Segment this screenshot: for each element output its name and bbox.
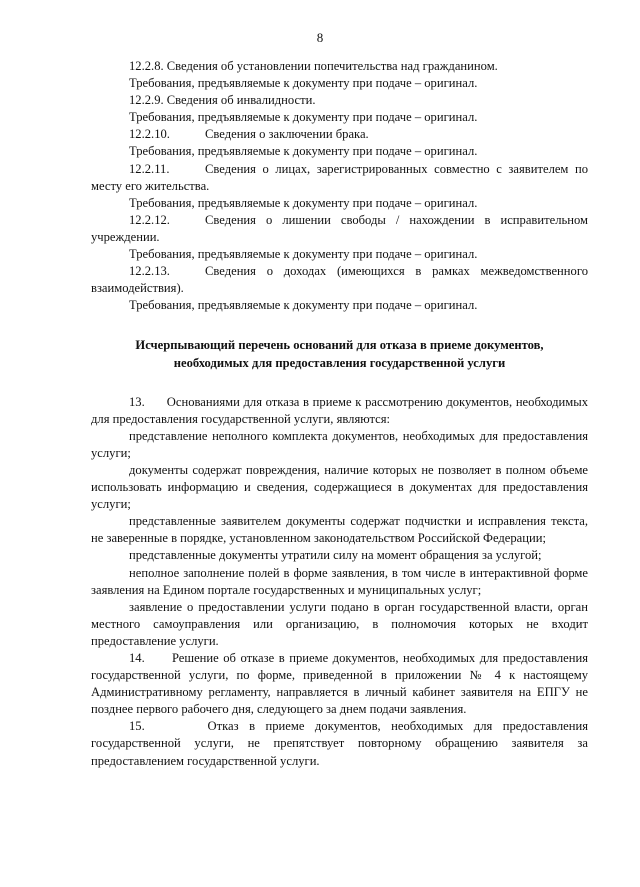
reason-item: неполное заполнение полей в форме заявления, в том числе в интерактивной форме заявления на Едином портале государственных и муниципальных услуг; [91, 565, 588, 597]
section-13-intro: 13. Основаниями для отказа в приеме к рассмотрению документов, необходимых для предоставления государственной услуги, являются: [91, 394, 592, 426]
item-text: Сведения о лишении свободы / нахождении в исправительном [205, 212, 588, 227]
heading-line-1: Исчерпывающий перечень оснований для отказа в приеме документов, [135, 338, 544, 353]
reason-item: документы содержат повреждения, наличие которых не позволяет в полном объеме использовать информацию и сведения, содержащиеся в документах для предоставления услуги; [91, 462, 588, 512]
item-number: 12.2.12. [129, 212, 170, 227]
item-12-2-12 [91, 212, 588, 229]
item-12-2-10 [91, 126, 588, 143]
item-text: Сведения о заключении брака. [205, 127, 369, 142]
reason-item: представленные заявителем документы содержат подчистки и исправления текста, не заверенные в порядке, установленном законодательством Российской Федерации; [91, 514, 588, 546]
item-12-2-12-requirements: Требования, предъявляемые к документу при подаче – оригинал. [129, 247, 478, 262]
item-12-2-11-requirements: Требования, предъявляемые к документу при подаче – оригинал. [129, 195, 478, 210]
item-number: 12.2.10. [129, 127, 170, 142]
page-number: 8 [316, 30, 324, 45]
reason-item: заявление о предоставлении услуги подано в орган государственной власти, орган местного самоуправления или организацию, в полномочия которых не входит предоставление услуги. [91, 599, 588, 648]
item-text-continuation: месту его жительства. [91, 178, 210, 193]
item-text-continuation: учреждении. [91, 229, 160, 244]
item-12-2-10-requirements: Требования, предъявляемые к документу при подаче – оригинал. [129, 144, 478, 159]
item-text: Сведения о доходах (имеющихся в рамках межведомственного [205, 264, 588, 279]
section-15: 15. Отказ в приеме документов, необходимых для предоставления государственной услуги, не препятствует повторному обращению заявителя за предоставлением государственной услуги. [91, 719, 592, 768]
item-text: Сведения о лицах, зарегистрированных совместно с заявителем по [205, 161, 588, 176]
item-12-2-9-requirements: Требования, предъявляемые к документу при подаче – оригинал. [129, 110, 478, 125]
heading-line-2: необходимых для предоставления государственной услуги [173, 355, 506, 370]
item-text-continuation: взаимодействия). [91, 281, 184, 296]
item-12-2-8: 12.2.8. Сведения об установлении попечительства над гражданином. [129, 59, 498, 73]
reason-item: представленные документы утратили силу на момент обращения за услугой; [129, 548, 542, 563]
item-12-2-13-requirements: Требования, предъявляемые к документу при подаче – оригинал. [129, 298, 478, 313]
item-number: 12.2.13. [129, 264, 170, 279]
item-12-2-8-requirements: Требования, предъявляемые к документу при подаче – оригинал. [129, 76, 478, 91]
document-body [91, 58, 592, 770]
section-14: 14. Решение об отказе в приеме документов, необходимых для предоставления государственной услуги, по форме, приведенной в приложении № 4 к настоящему Административному регламенту, направляется в личный кабинет заявителя на ЕПГУ не позднее первого рабочего дня, следующего за днем подачи заявления. [91, 651, 592, 717]
item-12-2-9: 12.2.9. Сведения об инвалидности. [129, 93, 316, 108]
item-number: 12.2.11. [129, 161, 170, 176]
item-12-2-13 [91, 263, 588, 280]
item-12-2-11 [91, 161, 588, 178]
reason-item: представление неполного комплекта документов, необходимых для предоставления услуги; [91, 428, 588, 460]
section-heading [91, 337, 588, 371]
